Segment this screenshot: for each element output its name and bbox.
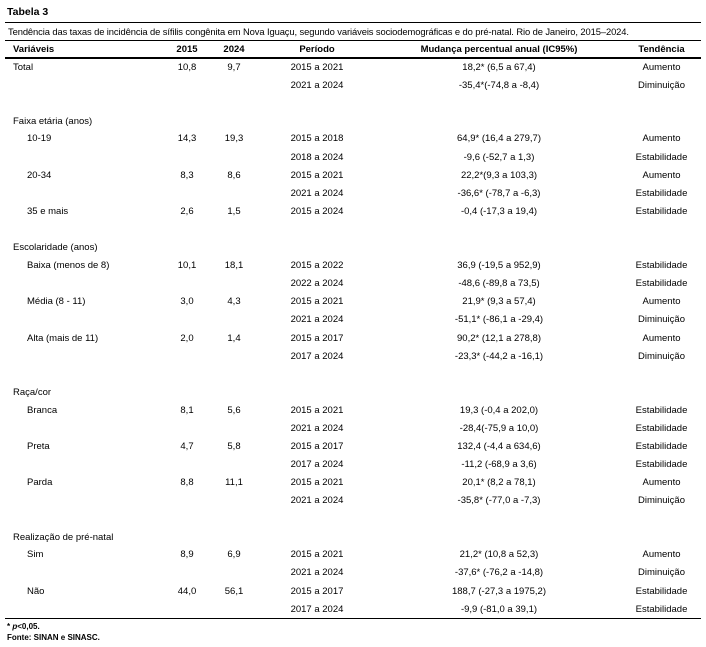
table-row (5, 582, 701, 600)
cell-variavel: 35 e mais (27, 206, 69, 218)
cell-2024: 19,3 (224, 133, 244, 145)
cell-mudanca: -9,6 (-52,7 a 1,3) (463, 151, 535, 163)
table-row (5, 564, 701, 582)
data-table (5, 41, 701, 618)
cell-variavel: Baixa (menos de 8) (27, 259, 110, 271)
cell-2015: 14,3 (177, 133, 197, 145)
cell-periodo: 2015 a 2024 (290, 206, 344, 218)
cell-tendencia: Estabilidade (635, 440, 688, 452)
cell-2024 (210, 148, 258, 166)
table-row (5, 492, 701, 510)
footnote-p: p (12, 622, 18, 632)
column-header-2024: 2024 (210, 41, 258, 58)
cell-mudanca: -51,1* (-86,1 a -29,4) (454, 314, 544, 326)
cell-periodo: 2015 a 2021 (290, 62, 344, 74)
cell-2024: 6,9 (227, 549, 241, 561)
cell-periodo: 2021 a 2024 (290, 495, 344, 507)
cell-tendencia: Aumento (642, 477, 681, 489)
cell-mudanca: 90,2* (12,1 a 278,8) (457, 332, 541, 344)
table-caption: Tendência das taxas de incidência de sífilis congênita em Nova Iguaçu, segundo variáveis sociodemográficas e do pré-natal. Rio de Janeiro, 2015–2024. (5, 23, 701, 41)
section-header-row (5, 221, 701, 257)
cell-2024: 11,1 (225, 477, 243, 489)
cell-2024: 4,3 (227, 296, 241, 308)
cell-variavel: 10-19 (27, 133, 52, 145)
cell-mudanca: 18,2* (6,5 a 67,4) (462, 62, 536, 74)
cell-periodo: 2015 a 2021 (290, 169, 344, 181)
cell-periodo: 2021 a 2024 (290, 422, 344, 434)
cell-periodo: 2021 a 2024 (290, 567, 344, 579)
column-header-mudanca: Mudança percentual anual (IC95%) (376, 41, 622, 58)
cell-2015: 8,3 (180, 169, 194, 181)
cell-2015 (164, 347, 210, 365)
cell-variavel (5, 347, 164, 365)
cell-tendencia: Diminuição (638, 79, 685, 91)
cell-2024 (210, 347, 258, 365)
cell-2015: 2,0 (180, 332, 194, 344)
cell-tendencia: Aumento (642, 549, 681, 561)
cell-periodo: 2021 a 2024 (290, 314, 344, 326)
section-header: Escolaridade (anos) (13, 242, 98, 254)
section-header-row (5, 510, 701, 546)
cell-mudanca: 19,3 (-0,4 a 202,0) (459, 404, 539, 416)
cell-tendencia: Estabilidade (635, 422, 688, 434)
cell-2015 (164, 419, 210, 437)
table-row (5, 401, 701, 419)
cell-tendencia: Estabilidade (635, 603, 688, 615)
cell-tendencia: Estabilidade (635, 278, 688, 290)
cell-periodo: 2018 a 2024 (290, 151, 344, 163)
cell-2015: 8,9 (180, 549, 194, 561)
cell-2024: 5,6 (227, 404, 241, 416)
cell-tendencia: Aumento (642, 332, 681, 344)
cell-2015 (164, 492, 210, 510)
cell-2024: 56,1 (224, 585, 244, 597)
section-header-row (5, 94, 701, 130)
cell-periodo: 2017 a 2024 (290, 350, 344, 362)
cell-periodo: 2015 a 2021 (290, 549, 344, 561)
table-row (5, 293, 701, 311)
cell-2015: 10,1 (177, 259, 197, 271)
table-row (5, 456, 701, 474)
cell-periodo: 2021 a 2024 (290, 188, 344, 200)
table-row (5, 184, 701, 202)
cell-mudanca: -36,6* (-78,7 a -6,3) (457, 188, 541, 200)
table-row (5, 256, 701, 274)
cell-mudanca: -28,4(-75,9 a 10,0) (459, 422, 539, 434)
cell-variavel: Branca (27, 404, 58, 416)
cell-periodo: 2015 a 2021 (290, 477, 344, 489)
cell-tendencia: Estabilidade (635, 404, 688, 416)
cell-variavel: Média (8 - 11) (27, 296, 86, 308)
cell-variavel (5, 184, 164, 202)
cell-mudanca: 36,9 (-19,5 a 952,9) (457, 259, 541, 271)
cell-variavel (5, 311, 164, 329)
cell-tendencia: Estabilidade (635, 585, 688, 597)
cell-2015: 4,7 (180, 440, 194, 452)
cell-periodo: 2015 a 2017 (290, 585, 344, 597)
table-row (5, 275, 701, 293)
cell-variavel: Preta (27, 440, 50, 452)
cell-periodo: 2022 a 2024 (290, 278, 344, 290)
cell-2024 (210, 76, 258, 94)
cell-mudanca: 188,7 (-27,3 a 1975,2) (451, 585, 546, 597)
table-row (5, 76, 701, 94)
cell-mudanca: -0,4 (-17,3 a 19,4) (460, 206, 538, 218)
cell-2015 (164, 148, 210, 166)
cell-2024: 18,1 (224, 259, 244, 271)
cell-periodo: 2017 a 2024 (290, 603, 344, 615)
section-header: Realização de pré-natal (13, 531, 114, 543)
cell-periodo: 2015 a 2022 (290, 259, 344, 271)
cell-mudanca: -35,8* (-77,0 a -7,3) (457, 495, 541, 507)
cell-2015: 44,0 (177, 585, 197, 597)
section-header-row (5, 365, 701, 401)
cell-variavel (5, 419, 164, 437)
cell-mudanca: -35,4*(-74,8 a -8,4) (458, 79, 540, 91)
table-row (5, 546, 701, 564)
cell-mudanca: 21,2* (10,8 a 52,3) (459, 549, 539, 561)
significance-footnote (7, 622, 701, 633)
footnote-text: <0,05. (17, 622, 40, 632)
cell-variavel: Total (13, 62, 34, 74)
cell-variavel: Alta (mais de 11) (27, 332, 99, 344)
cell-2015 (164, 76, 210, 94)
cell-2015: 8,1 (180, 404, 194, 416)
cell-mudanca: -23,3* (-44,2 a -16,1) (454, 350, 544, 362)
cell-2015: 8,8 (180, 477, 194, 489)
cell-tendencia: Aumento (642, 169, 681, 181)
cell-2024: 9,7 (227, 62, 241, 74)
cell-periodo: 2015 a 2021 (290, 296, 344, 308)
source-footnote: Fonte: SINAN e SINASC. (7, 632, 100, 642)
cell-periodo: 2017 a 2024 (290, 459, 344, 471)
footnote-marker: * (7, 622, 11, 632)
cell-mudanca: -9,9 (-81,0 a 39,1) (460, 603, 538, 615)
cell-2015 (164, 275, 210, 293)
cell-2024: 1,5 (227, 206, 241, 218)
cell-mudanca: -37,6* (-76,2 a -14,8) (454, 567, 544, 579)
cell-mudanca: 20,1* (8,2 a 78,1) (462, 477, 536, 489)
cell-tendencia: Diminuição (638, 350, 685, 362)
cell-variavel (5, 275, 164, 293)
cell-2024 (210, 600, 258, 618)
cell-variavel: Parda (27, 477, 53, 489)
table-row (5, 419, 701, 437)
cell-2024: 5,8 (227, 440, 241, 452)
cell-2024 (210, 311, 258, 329)
column-header-variaveis: Variáveis (5, 41, 164, 58)
table-row (5, 148, 701, 166)
column-header-2015: 2015 (164, 41, 210, 58)
column-header-periodo: Período (258, 41, 376, 58)
table-label: Tabela 3 (5, 0, 701, 23)
cell-tendencia: Estabilidade (635, 151, 688, 163)
header-row (5, 41, 701, 58)
section-header: Raça/cor (13, 386, 52, 398)
cell-mudanca: 22,2*(9,3 a 103,3) (460, 169, 538, 181)
table-row (5, 600, 701, 618)
cell-2024: 1,4 (227, 332, 241, 344)
cell-periodo: 2015 a 2018 (290, 133, 344, 145)
cell-mudanca: -48,6 (-89,8 a 73,5) (458, 278, 540, 290)
cell-variavel: Não (27, 585, 45, 597)
cell-variavel (5, 76, 164, 94)
cell-periodo: 2021 a 2024 (290, 79, 344, 91)
table-row (5, 347, 701, 365)
cell-2015 (164, 600, 210, 618)
cell-variavel (5, 148, 164, 166)
cell-mudanca: 64,9* (16,4 a 279,7) (457, 133, 541, 145)
cell-2015: 10,8 (177, 62, 197, 74)
table-row (5, 203, 701, 221)
table-row (5, 130, 701, 148)
table-row (5, 329, 701, 347)
section-header: Faixa etária (anos) (13, 115, 93, 127)
cell-variavel: 20-34 (27, 169, 52, 181)
cell-2015: 3,0 (180, 296, 194, 308)
cell-mudanca: 132,4 (-4,4 a 634,6) (457, 440, 541, 452)
table-row (5, 166, 701, 184)
column-header-tendencia: Tendência (622, 41, 701, 58)
cell-tendencia: Diminuição (638, 495, 685, 507)
cell-variavel (5, 492, 164, 510)
footnotes (5, 618, 701, 643)
cell-2015 (164, 456, 210, 474)
cell-2024 (210, 456, 258, 474)
table-row (5, 58, 701, 76)
cell-tendencia: Aumento (642, 62, 681, 74)
cell-variavel: Sim (27, 549, 44, 561)
cell-variavel (5, 564, 164, 582)
cell-2015 (164, 184, 210, 202)
cell-2015 (164, 564, 210, 582)
cell-tendencia: Estabilidade (635, 206, 688, 218)
cell-2024 (210, 419, 258, 437)
table-row (5, 437, 701, 455)
cell-periodo: 2015 a 2021 (290, 404, 344, 416)
cell-variavel (5, 600, 164, 618)
cell-2024: 8,6 (227, 169, 241, 181)
cell-2024 (210, 184, 258, 202)
cell-2015: 2,6 (180, 206, 194, 218)
cell-periodo: 2015 a 2017 (290, 332, 344, 344)
cell-periodo: 2015 a 2017 (290, 440, 344, 452)
table-row (5, 474, 701, 492)
cell-2024 (210, 492, 258, 510)
cell-2024 (210, 564, 258, 582)
cell-tendencia: Aumento (642, 133, 681, 145)
cell-variavel (5, 456, 164, 474)
cell-mudanca: 21,9* (9,3 a 57,4) (462, 296, 536, 308)
cell-tendencia: Aumento (642, 296, 681, 308)
cell-mudanca: -11,2 (-68,9 a 3,6) (461, 459, 537, 471)
cell-tendencia: Diminuição (638, 314, 685, 326)
table-row (5, 311, 701, 329)
cell-2024 (210, 275, 258, 293)
cell-2015 (164, 311, 210, 329)
cell-tendencia: Estabilidade (635, 459, 688, 471)
cell-tendencia: Diminuição (638, 567, 685, 579)
cell-tendencia: Estabilidade (635, 188, 688, 200)
cell-tendencia: Estabilidade (635, 259, 688, 271)
